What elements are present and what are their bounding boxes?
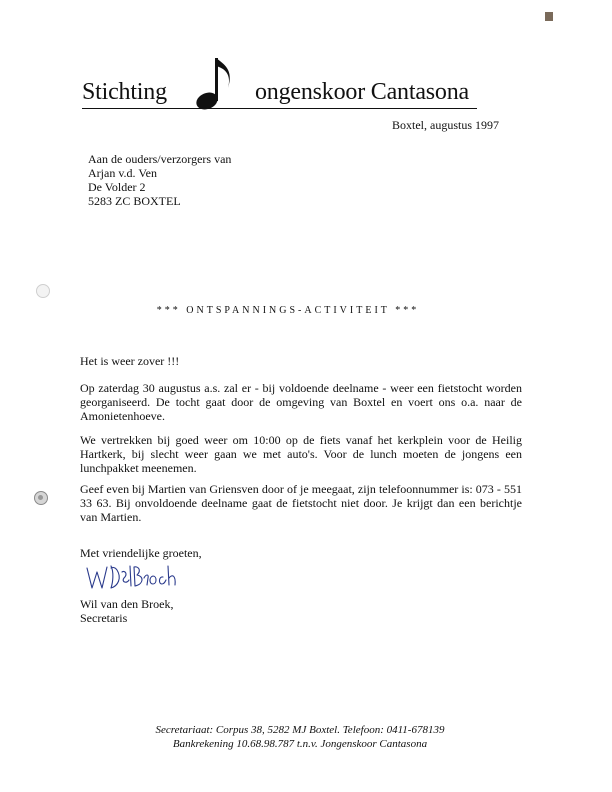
scan-corner-mark xyxy=(545,12,553,21)
body-paragraph: Op zaterdag 30 augustus a.s. zal er - bij voldoende deelname - weer een fietstocht worden georganiseerd. De tocht gaat door de omgeving van Boxtel en voert ons o.a. naar de Amonietenhoeve. xyxy=(80,381,522,423)
body-paragraph: Het is weer zover !!! xyxy=(80,354,180,368)
recipient-address xyxy=(88,152,231,208)
footer-bank: Bankrekening 10.68.98.787 t.n.v. Jongenskoor Cantasona xyxy=(172,738,428,750)
signer-block xyxy=(80,597,174,625)
letterhead-org-name xyxy=(82,76,477,109)
org-name-right: ongenskoor Cantasona xyxy=(255,79,469,105)
address-line: Arjan v.d. Ven xyxy=(88,166,157,180)
address-line: Aan de ouders/verzorgers van xyxy=(88,152,232,166)
music-note-icon xyxy=(194,54,240,114)
handwritten-signature xyxy=(84,562,184,592)
letter-footer xyxy=(100,723,500,751)
body-paragraph: Geef even bij Martien van Griensven door of je meegaat, zijn telefoonnummer is: 073 - 551 33 63. Bij onvoldoende deelname gaat de fietstocht niet door. Je krijgt dan een berichtje van Martien. xyxy=(80,482,522,524)
activity-heading: *** ONTSPANNINGS-ACTIVITEIT *** xyxy=(156,305,420,316)
signer-name: Wil van den Broek, xyxy=(80,597,174,611)
org-name-left: Stichting xyxy=(82,79,167,105)
punch-hole xyxy=(34,491,48,505)
closing-greeting: Met vriendelijke groeten, xyxy=(80,546,202,560)
letter-date: Boxtel, augustus 1997 xyxy=(392,118,499,132)
punch-hole xyxy=(36,284,50,298)
address-line: De Volder 2 xyxy=(88,180,146,194)
body-paragraph: We vertrekken bij goed weer om 10:00 op de fiets vanaf het kerkplein voor de Heilig Hartkerk, bij slecht weer gaan we met auto's. Voor de lunch moeten de jongens een lunchpakket meenemen. xyxy=(80,433,522,475)
address-line: 5283 ZC BOXTEL xyxy=(88,194,181,208)
footer-secretariat: Secretariaat: Corpus 38, 5282 MJ Boxtel. Telefoon: 0411-678139 xyxy=(155,724,445,736)
signer-title: Secretaris xyxy=(80,611,128,625)
